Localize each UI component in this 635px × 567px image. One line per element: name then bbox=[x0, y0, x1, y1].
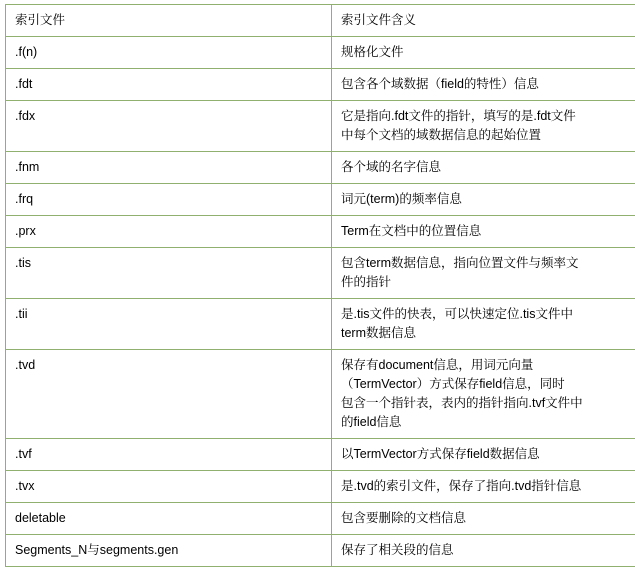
file-desc-line: 的field信息 bbox=[341, 413, 635, 432]
table-row bbox=[6, 350, 635, 439]
file-desc-line: 保存了相关段的信息 bbox=[341, 541, 635, 560]
header-cell-index-file bbox=[6, 5, 332, 37]
table-row bbox=[6, 216, 635, 248]
cell-file-desc bbox=[332, 37, 635, 69]
header-text-index-file: 索引文件 bbox=[15, 11, 323, 30]
cell-file-desc bbox=[332, 439, 635, 471]
file-name-text: .frq bbox=[15, 190, 323, 209]
file-name-text: .tvd bbox=[15, 356, 323, 375]
file-desc-line: 包含各个域数据（field的特性）信息 bbox=[341, 75, 635, 94]
file-desc-line: 词元(term)的频率信息 bbox=[341, 190, 635, 209]
cell-file-name bbox=[6, 471, 332, 503]
file-desc-line: 包含要删除的文档信息 bbox=[341, 509, 635, 528]
cell-file-desc bbox=[332, 184, 635, 216]
file-name-text: .tvf bbox=[15, 445, 323, 464]
cell-file-name bbox=[6, 184, 332, 216]
cell-file-desc bbox=[332, 471, 635, 503]
cell-file-desc bbox=[332, 69, 635, 101]
cell-file-desc bbox=[332, 248, 635, 299]
table-row bbox=[6, 69, 635, 101]
table-header-row bbox=[6, 5, 635, 37]
cell-file-desc bbox=[332, 299, 635, 350]
file-desc-line: 包含term数据信息，指向位置文件与频率文 bbox=[341, 254, 635, 273]
file-desc-line: 包含一个指针表，表内的指针指向.tvf文件中 bbox=[341, 394, 635, 413]
cell-file-desc bbox=[332, 152, 635, 184]
file-desc-line: term数据信息 bbox=[341, 324, 635, 343]
cell-file-name bbox=[6, 299, 332, 350]
table-row bbox=[6, 439, 635, 471]
cell-file-desc bbox=[332, 503, 635, 535]
file-name-text: .f(n) bbox=[15, 43, 323, 62]
cell-file-name bbox=[6, 503, 332, 535]
file-desc-line: Term在文档中的位置信息 bbox=[341, 222, 635, 241]
table-row bbox=[6, 184, 635, 216]
table-row bbox=[6, 248, 635, 299]
cell-file-name bbox=[6, 350, 332, 439]
cell-file-desc bbox=[332, 216, 635, 248]
file-desc-line: 保存有document信息，用词元向量 bbox=[341, 356, 635, 375]
cell-file-name bbox=[6, 37, 332, 69]
file-name-text: .fnm bbox=[15, 158, 323, 177]
cell-file-name bbox=[6, 101, 332, 152]
file-name-text: .fdx bbox=[15, 107, 323, 126]
file-desc-line: 规格化文件 bbox=[341, 43, 635, 62]
file-name-text: Segments_N与segments.gen bbox=[15, 541, 323, 560]
header-text-index-file-meaning: 索引文件含义 bbox=[341, 11, 635, 30]
header-cell-index-file-meaning bbox=[332, 5, 635, 37]
file-name-text: deletable bbox=[15, 509, 323, 528]
file-name-text: .fdt bbox=[15, 75, 323, 94]
table-body bbox=[6, 5, 635, 567]
index-file-table bbox=[5, 4, 635, 567]
file-desc-line: 以TermVector方式保存field数据信息 bbox=[341, 445, 635, 464]
table-row bbox=[6, 503, 635, 535]
table-row bbox=[6, 37, 635, 69]
table-row bbox=[6, 471, 635, 503]
file-desc-line: 各个域的名字信息 bbox=[341, 158, 635, 177]
file-desc-line: 件的指针 bbox=[341, 273, 635, 292]
cell-file-desc bbox=[332, 101, 635, 152]
file-name-text: .tvx bbox=[15, 477, 323, 496]
cell-file-desc bbox=[332, 535, 635, 567]
file-desc-line: 它是指向.fdt文件的指针，填写的是.fdt文件 bbox=[341, 107, 635, 126]
file-desc-line: 是.tvd的索引文件，保存了指向.tvd指针信息 bbox=[341, 477, 635, 496]
cell-file-name bbox=[6, 248, 332, 299]
cell-file-name bbox=[6, 69, 332, 101]
table-row bbox=[6, 299, 635, 350]
table-row bbox=[6, 152, 635, 184]
cell-file-desc bbox=[332, 350, 635, 439]
cell-file-name bbox=[6, 216, 332, 248]
file-desc-line: 是.tis文件的快表，可以快速定位.tis文件中 bbox=[341, 305, 635, 324]
cell-file-name bbox=[6, 535, 332, 567]
cell-file-name bbox=[6, 439, 332, 471]
file-desc-line: （TermVector）方式保存field信息，同时 bbox=[341, 375, 635, 394]
file-name-text: .prx bbox=[15, 222, 323, 241]
file-name-text: .tis bbox=[15, 254, 323, 273]
file-name-text: .tii bbox=[15, 305, 323, 324]
table-row bbox=[6, 535, 635, 567]
table-row bbox=[6, 101, 635, 152]
file-desc-line: 中每个文档的域数据信息的起始位置 bbox=[341, 126, 635, 145]
cell-file-name bbox=[6, 152, 332, 184]
